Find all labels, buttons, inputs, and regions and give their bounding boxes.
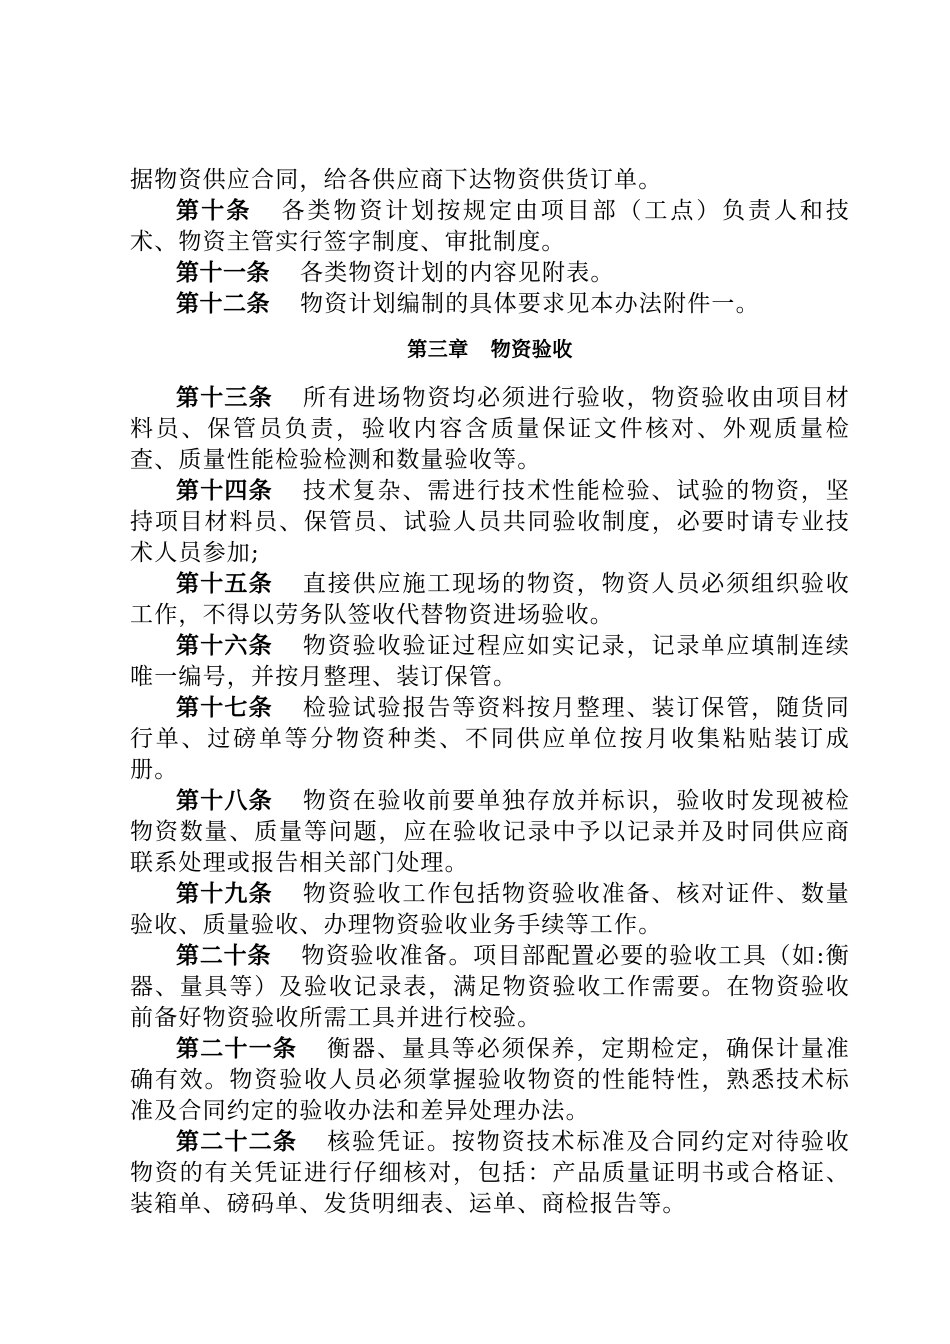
article-text: 物资验收准备。项目部配置必要的验收工具（如:衡器、量具等）及验收记录表，满足物资验收工作需要。在物资验收前备好物资验收所需工具并进行校验。	[130, 943, 851, 1031]
article-label: 第十九条	[176, 881, 273, 907]
article-label: 第十条	[176, 198, 252, 224]
article-text: 所有进场物资均必须进行验收，物资验收由项目材料员、保管员负责，验收内容含质量保证文件核对、外观质量检查、质量性能检验检测和数量验收等。	[130, 385, 851, 473]
article-label: 第十二条	[176, 291, 270, 317]
article-label: 第二十二条	[176, 1129, 298, 1155]
article-21	[130, 1034, 850, 1127]
article-text: 各类物资计划的内容见附表。	[300, 260, 615, 286]
article-text: 物资计划编制的具体要求见本办法附件一。	[300, 291, 760, 317]
article-label: 第十八条	[176, 788, 273, 814]
article-20	[130, 941, 850, 1034]
document-page	[130, 165, 850, 1220]
article-text: 技术复杂、需进行技术性能检验、试验的物资，坚持项目材料员、保管员、试验人员共同验收制度，必要时请专业技术人员参加;	[130, 478, 851, 566]
article-label: 第十六条	[176, 633, 273, 659]
article-label: 第二十条	[176, 943, 272, 969]
article-label: 第十一条	[176, 260, 270, 286]
article-label: 第十三条	[176, 385, 273, 411]
article-label: 第十五条	[176, 571, 273, 597]
chapter-heading	[130, 334, 850, 365]
intro-paragraph: 据物资供应合同，给各供应商下达物资供货订单。	[130, 167, 663, 193]
article-10	[130, 196, 850, 258]
article-label: 第二十一条	[176, 1036, 298, 1062]
article-11	[130, 258, 850, 289]
article-12	[130, 289, 850, 320]
chapter-number: 第三章	[407, 337, 469, 361]
article-19	[130, 879, 850, 941]
article-14	[130, 476, 850, 569]
article-label: 第十七条	[176, 695, 273, 721]
article-17	[130, 693, 850, 786]
article-22	[130, 1127, 850, 1220]
article-label: 第十四条	[176, 478, 273, 504]
chapter-title: 物资验收	[490, 337, 573, 361]
article-16	[130, 631, 850, 693]
article-text: 直接供应施工现场的物资，物资人员必须组织验收工作，不得以劳务队签收代替物资进场验收。	[130, 571, 851, 628]
article-text: 衡器、量具等必须保养，定期检定，确保计量准确有效。物资验收人员必须掌握验收物资的性能特性，熟悉技术标准及合同约定的验收办法和差异处理办法。	[130, 1036, 851, 1124]
article-text: 物资在验收前要单独存放并标识，验收时发现被检物资数量、质量等问题，应在验收记录中予以记录并及时同供应商联系处理或报告相关部门处理。	[130, 788, 851, 876]
article-text: 核验凭证。按物资技术标准及合同约定对待验收物资的有关凭证进行仔细核对，包括：产品质量证明书或合格证、装箱单、磅码单、发货明细表、运单、商检报告等。	[130, 1129, 851, 1217]
article-13	[130, 383, 850, 476]
article-text: 物资验收工作包括物资验收准备、核对证件、数量验收、质量验收、办理物资验收业务手续等工作。	[130, 881, 851, 938]
article-15	[130, 569, 850, 631]
article-text: 各类物资计划按规定由项目部（工点）负责人和技术、物资主管实行签字制度、审批制度。	[130, 198, 850, 255]
article-text: 物资验收验证过程应如实记录，记录单应填制连续唯一编号，并按月整理、装订保管。	[130, 633, 851, 690]
article-text: 检验试验报告等资料按月整理、装订保管，随货同行单、过磅单等分物资种类、不同供应单位按月收集粘贴装订成册。	[130, 695, 851, 783]
article-18	[130, 786, 850, 879]
